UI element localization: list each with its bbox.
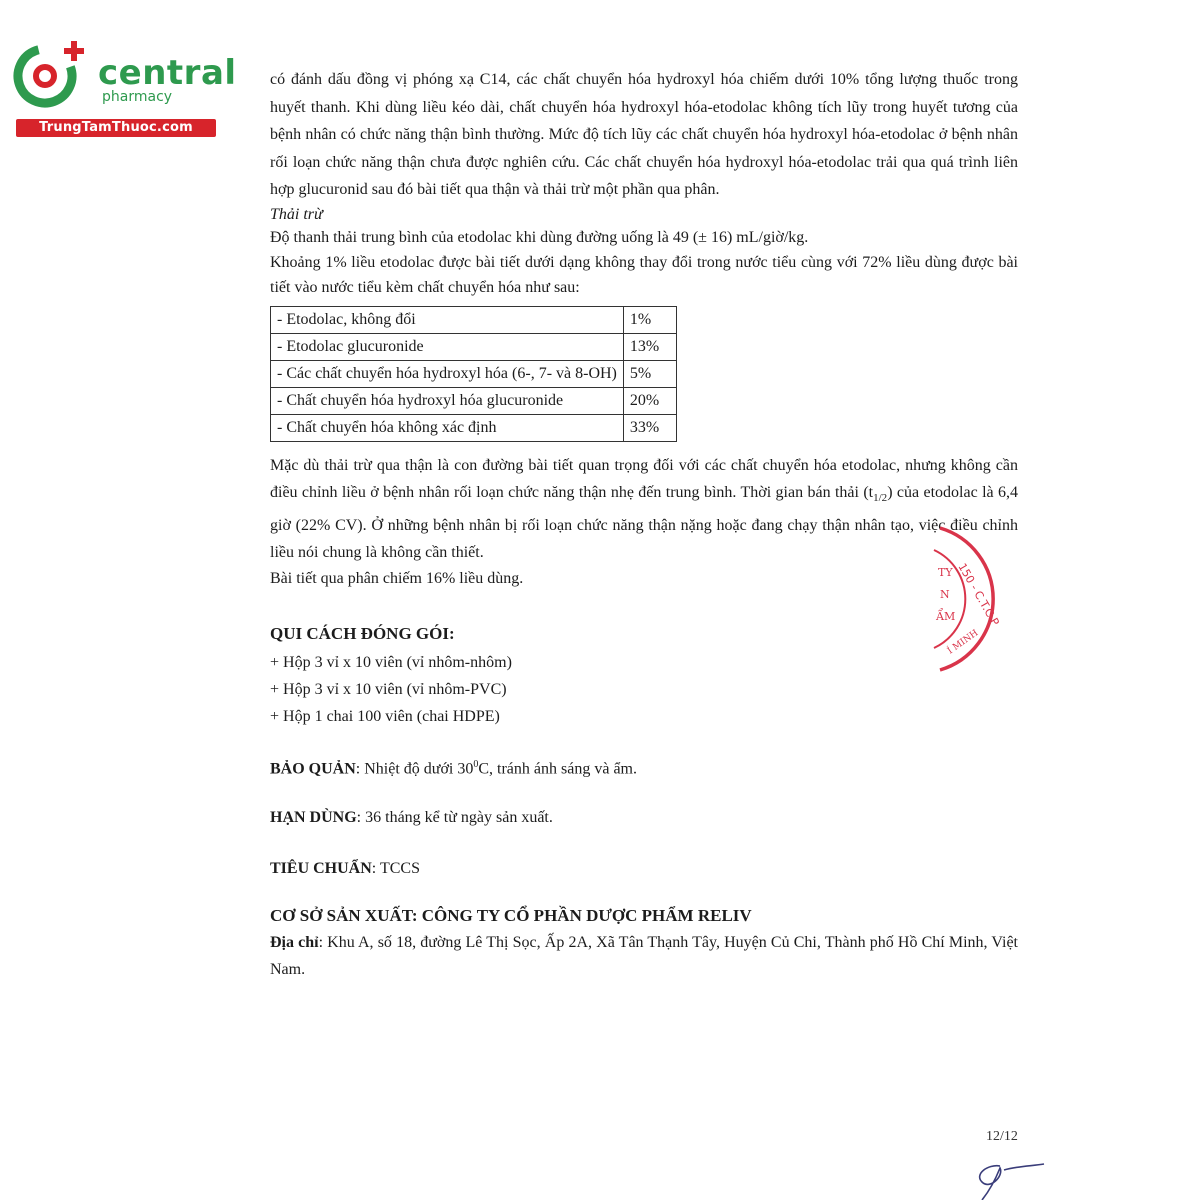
packaging-title: QUI CÁCH ĐÓNG GÓI:	[270, 623, 455, 643]
renal-paragraph	[270, 452, 1018, 566]
table-cell-value: 5%	[623, 360, 676, 387]
table-cell-label: - Các chất chuyển hóa hydroxyl hóa (6-, 7- và 8-OH)	[271, 360, 624, 387]
table-row	[271, 333, 677, 360]
manufacturer-address	[270, 929, 1018, 983]
standard-line	[270, 856, 1018, 881]
packaging-item: + Hộp 3 vỉ x 10 viên (vỉ nhôm-PVC)	[270, 680, 507, 698]
standard-label: TIÊU CHUẨN	[270, 860, 372, 878]
handwritten-signature	[960, 1160, 1050, 1200]
address-text: : Khu A, số 18, đường Lê Thị Sọc, Ấp 2A, Xã Tân Thạnh Tây, Huyện Củ Chi, Thành phố Hồ Chí Minh, Việt Nam.	[270, 934, 1018, 979]
packaging-item: + Hộp 1 chai 100 viên (chai HDPE)	[270, 707, 500, 725]
table-row	[271, 360, 677, 387]
urine-excretion-paragraph: Khoảng 1% liều etodolac được bài tiết dưới dạng không thay đổi trong nước tiểu cùng với 72% liều dùng được bài tiết vào nước tiểu kèm chất chuyển hóa như sau:	[270, 253, 1018, 296]
stamp-text: 150 - C.T.C.P	[955, 561, 1002, 628]
renal-text-start: Mặc dù thải trừ qua thận là con đường bài tiết quan trọng đối với các chất chuyển hóa etodolac, nhưng không cần điều chỉnh liều ở bệnh nhân rối loạn chức năng thận nhẹ đến trung bình. Thời gian bán thải (t	[270, 456, 1018, 501]
table-cell-value: 33%	[623, 414, 676, 441]
table-cell-label: - Chất chuyển hóa không xác định	[271, 414, 624, 441]
table-cell-label: - Chất chuyển hóa hydroxyl hóa glucuronide	[271, 387, 624, 414]
renal-text-end: ) của etodolac là 6,4 giờ (22% CV). Ở những bệnh nhân bị rối loạn chức năng thận nặng hoặc đang chạy thận nhân tạo, việc điều chỉnh liều nói chung là không cần thiết.	[270, 483, 1018, 561]
degree-superscript: 0	[473, 758, 479, 770]
table-cell-label: - Etodolac glucuronide	[271, 333, 624, 360]
stamp-inner-text: TY	[938, 566, 953, 579]
storage-line	[270, 752, 1018, 781]
feces-line: Bài tiết qua phân chiếm 16% liều dùng.	[270, 569, 524, 587]
half-life-subscript: 1/2	[873, 491, 888, 504]
page-number: 12/12	[986, 1129, 1018, 1144]
stamp-inner-text: Í MINH	[945, 628, 981, 657]
pharmacy-cross-logo-icon	[12, 40, 84, 108]
storage-text-end: C, tránh ánh sáng và ẩm.	[478, 760, 637, 778]
elimination-heading: Thải trừ	[270, 205, 323, 223]
table-cell-value: 20%	[623, 387, 676, 414]
table-row	[271, 387, 677, 414]
logo-name: central	[98, 53, 237, 93]
storage-label: BẢO QUẢN	[270, 760, 356, 778]
brand-logo	[10, 38, 237, 138]
table-cell-label: - Etodolac, không đổi	[271, 306, 624, 333]
document-body	[270, 66, 1018, 983]
standard-text: : TCCS	[371, 860, 420, 878]
table-cell-value: 1%	[623, 306, 676, 333]
logo-subtitle: pharmacy	[102, 89, 173, 105]
stamp-inner-text: ẨM	[936, 610, 956, 623]
storage-text: : Nhiệt độ dưới 30	[355, 760, 474, 778]
table-cell-value: 13%	[623, 333, 676, 360]
table-row	[271, 414, 677, 441]
manufacturer-title: CƠ SỞ SẢN XUẤT: CÔNG TY CỔ PHẦN DƯỢC PHẨM RELIV	[270, 906, 752, 926]
company-stamp	[920, 520, 1010, 676]
logo-url-banner: TrungTamThuoc.com	[16, 119, 216, 137]
address-label: Địa chỉ	[270, 934, 319, 952]
packaging-item: + Hộp 3 vỉ x 10 viên (vỉ nhôm-nhôm)	[270, 653, 512, 671]
metabolism-paragraph: có đánh dấu đồng vị phóng xạ C14, các chất chuyển hóa hydroxyl hóa chiếm dưới 10% tổng lượng thuốc trong huyết thanh. Khi dùng liều kéo dài, chất chuyển hóa hydroxyl hóa-etodolac không tích lũy trong huyết tương của bệnh nhân có chức năng thận bình thường. Mức độ tích lũy các chất chuyển hóa hydroxyl hóa-etodolac ở bệnh nhân rối loạn chức năng thận chưa được nghiên cứu. Các chất chuyển hóa hydroxyl hóa-etodolac trải qua quá trình liên hợp glucuronid sau đó bài tiết qua thận và thải trừ một phần qua phân.	[270, 71, 1018, 198]
shelf-life-label: HẠN DÙNG	[270, 809, 357, 827]
excretion-table	[270, 306, 677, 442]
shelf-life-line	[270, 805, 1018, 830]
shelf-life-text: : 36 tháng kể từ ngày sản xuất.	[356, 809, 553, 827]
table-row	[271, 306, 677, 333]
stamp-inner-text: N	[940, 588, 950, 601]
clearance-line: Độ thanh thải trung bình của etodolac khi dùng đường uống là 49 (± 16) mL/giờ/kg.	[270, 228, 809, 246]
